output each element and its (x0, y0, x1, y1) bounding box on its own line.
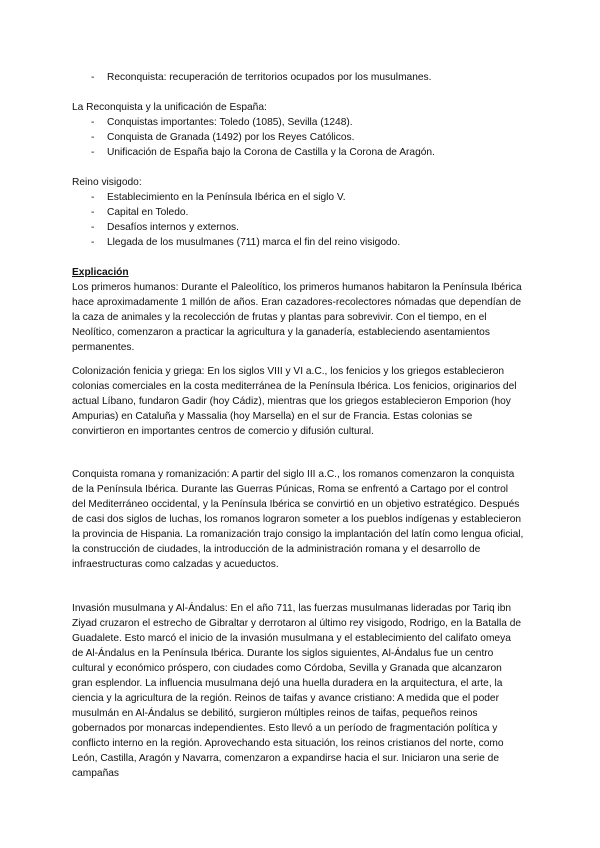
paragraph-conquista-romana: Conquista romana y romanización: A partir del siglo III a.C., los romanos comenzaron la conquista de la Península Ibérica. Durante las Guerras Púnicas, Roma se enfrentó a Cartago por el control del Mediterráneo occidental, y la Península Ibérica se convirtió en un objetivo estratégico. Después de casi dos siglos de luchas, los romanos lograron someter a los pueblos indígenas y establecieron la provincia de Hispania. La romanización trajo consigo la implantación del latín como lengua oficial, la construcción de ciudades, la introducción de la administración romana y el desarrollo de infraestructuras como calzadas y acueductos. (72, 469, 524, 570)
paragraph-colonizacion: Colonización fenicia y griega: En los siglos VIII y VI a.C., los fenicios y los griegos establecieron colonias comerciales en la costa mediterránea de la Península Ibérica. Los fenicios, originarios del actual Líbano, fundaron Gadir (hoy Cádiz), mientras que los griegos establecieron Emporion (hoy Ampurias) en Cataluña y Massalia (hoy Marsella) en el sur de Francia. Estas colonias se convirtieron en importantes centros de comercio y difusión cultural. (72, 366, 517, 437)
paragraph-block (72, 467, 524, 572)
list-item: - Capital en Toledo. (72, 205, 532, 220)
visigodo-list (72, 190, 532, 250)
list-item: - Reconquista: recuperación de territorios ocupados por los musulmanes. (72, 70, 532, 85)
section-title: Reino visigodo: (72, 177, 142, 188)
paragraph-block (72, 601, 524, 781)
paragraph-invasion-musulmana: Invasión musulmana y Al-Ándalus: En el año 711, las fuerzas musulmanas lideradas por Tariq ibn Ziyad cruzaron el estrecho de Gibraltar y derrotaron al último rey visigodo, Rodrigo, en la Batalla de Guadalete. Esto marcó el inicio de la invasión musulmana y el establecimiento del califato omeya de Al-Ándalus en la Península Ibérica. Durante los siglos siguientes, Al-Ándalus fue un centro cultural y económico próspero, con ciudades como Córdoba, Sevilla y Granada que alcanzaron gran esplendor. La influencia musulmana dejó una huella duradera en la arquitectura, el arte, la ciencia y la agricultura de la región. Reinos de taifas y avance cristiano: A medida que el poder musulmán en Al-Ándalus se debilitó, surgieron múltiples reinos de taifas, pequeños reinos gobernados por monarcas independientes. Esto llevó a un período de fragmentación política y conflicto interno en la región. Aprovechando esta situación, los reinos cristianos del norte, como León, Castilla, Aragón y Navarra, comenzaron a expandirse hacia el sur. Iniciaron una serie de campañas (72, 603, 522, 779)
list-item: - Desafíos internos y externos. (72, 220, 532, 235)
paragraph-block (72, 364, 524, 439)
list-item: - Unificación de España bajo la Corona de Castilla y la Corona de Aragón. (72, 145, 532, 160)
reconquista-list (72, 115, 532, 160)
section-heading: Explicación (72, 267, 129, 278)
top-list-block (72, 70, 532, 85)
top-list (72, 70, 532, 85)
list-item: - Conquistas importantes: Toledo (1085), Sevilla (1248). (72, 115, 532, 130)
explicacion-heading-block (72, 265, 524, 355)
list-item: - Conquista de Granada (1492) por los Reyes Católicos. (72, 130, 532, 145)
list-item: - Llegada de los musulmanes (711) marca el fin del reino visigodo. (72, 235, 532, 250)
list-item: - Establecimiento en la Península Ibérica en el siglo V. (72, 190, 532, 205)
visigodo-section (72, 175, 532, 250)
section-title: La Reconquista y la unificación de España: (72, 102, 267, 113)
paragraph-primeros-humanos: Los primeros humanos: Durante el Paleolítico, los primeros humanos habitaron la Península Ibérica hace aproximadamente 1 millón de años. Eran cazadores-recolectores nómadas que dependían de la caza de animales y la recolección de frutas y plantas para sobrevivir. Con el tiempo, en el Neolítico, comenzaron a practicar la agricultura y la ganadería, estableciendo asentamientos permanentes. (72, 282, 522, 353)
reconquista-section (72, 100, 532, 160)
